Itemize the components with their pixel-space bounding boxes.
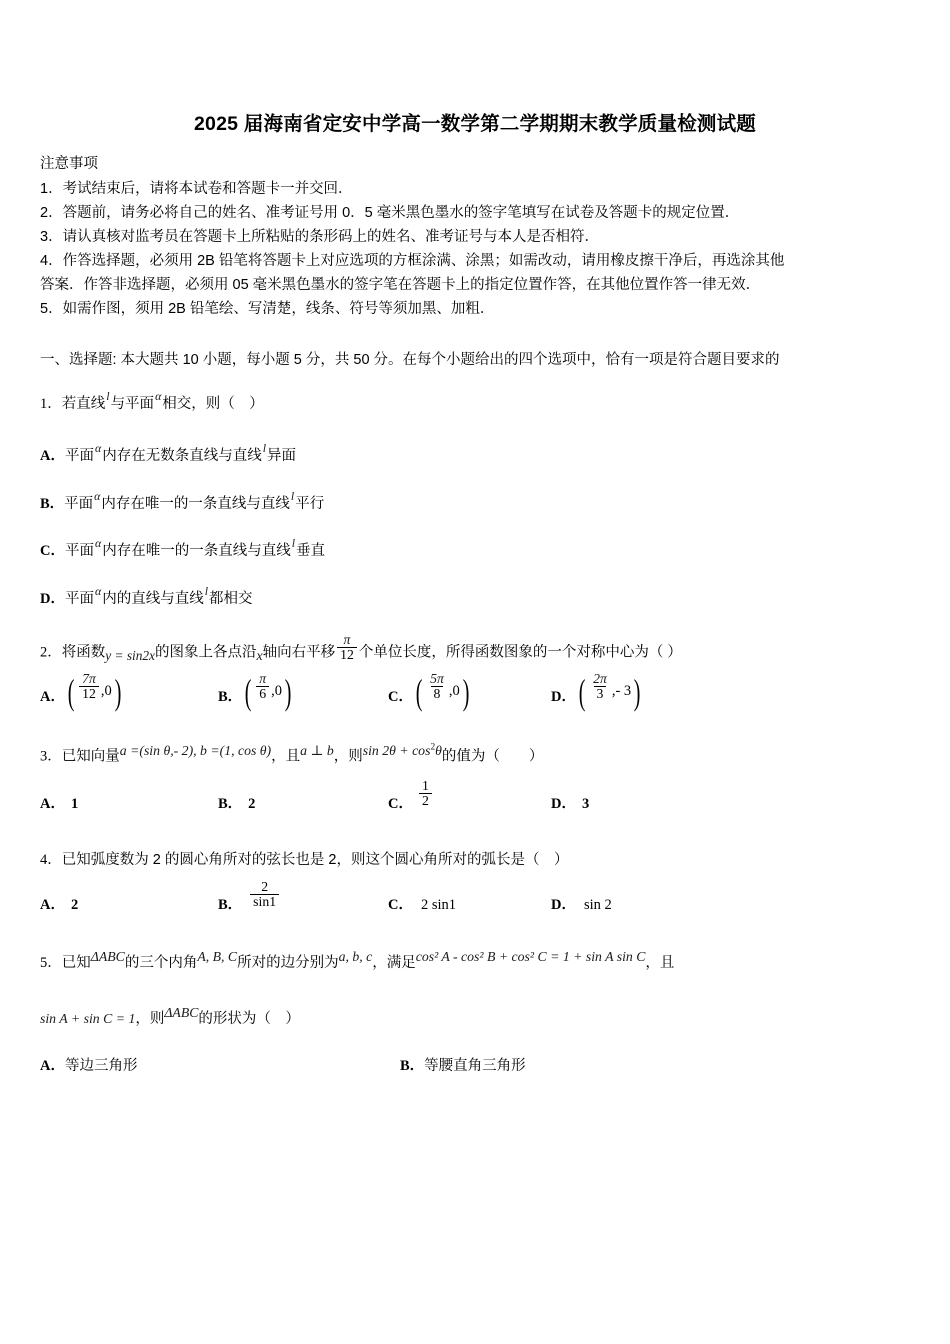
option-label: A． [40, 447, 65, 464]
math-var-l: l [106, 389, 110, 403]
option-value: 2 [70, 897, 79, 914]
math-expr-vectors: a =(sin θ,- 2), b =(1, cos θ) [119, 743, 272, 759]
math-sides: a, b, c [338, 949, 373, 965]
stem-text: 的值为（ ） [441, 748, 544, 765]
math-fraction-shift [337, 633, 357, 662]
stem-text: 的图象上各点沿 [154, 644, 257, 661]
option-b[interactable] [218, 878, 388, 914]
option-text: 内存在唯一的一条直线与直线 [101, 495, 290, 512]
stem-text: 的形状为（ ） [198, 1011, 300, 1028]
option-d[interactable] [40, 586, 912, 608]
option-text: 都相交 [209, 591, 253, 608]
option-label: C． [40, 543, 65, 560]
option-label: B． [400, 1058, 425, 1075]
question-2-stem [40, 632, 912, 667]
option-text: 内存在唯一的一条直线与直线 [102, 543, 291, 560]
option-b[interactable] [218, 671, 388, 712]
option-b[interactable] [40, 488, 912, 513]
option-value: 1 [70, 796, 79, 813]
option-value: 3 [581, 796, 590, 813]
math-var-alpha: α [94, 440, 102, 455]
option-label: A． [40, 689, 65, 706]
fraction-numerator: π [259, 671, 267, 687]
stem-text: 轴向右平移 [262, 644, 336, 661]
option-label: A． [40, 1058, 65, 1075]
question-3-stem [40, 740, 912, 770]
option-a[interactable] [40, 671, 218, 712]
notice-line: 答案．作答非选择题，必须用 05 毫米黑色墨水的签字笔在答题卡上的指定位置作答，在其他位置作答一律无效． [40, 277, 761, 293]
math-expr-part: sin 2θ + cos [362, 743, 431, 759]
fraction-denominator: 8 [431, 686, 444, 701]
option-label: D． [551, 689, 576, 706]
stem-text: 若直线 [61, 395, 106, 412]
pair-second-value: - 3 [615, 683, 632, 700]
stem-text: 已知弧度数为 2 的圆心角所对的弦长也是 2，则这个圆心角所对的弧长是（ ） [61, 852, 569, 869]
option-d[interactable] [551, 671, 711, 712]
math-expr-part: θ [435, 743, 442, 759]
pair-second-value: 0 [452, 683, 460, 700]
question-number: 4． [40, 852, 62, 869]
stem-text: 所对的边分别为 [237, 955, 339, 972]
option-value: 等边三角形 [64, 1058, 138, 1075]
question-1-options [40, 440, 912, 608]
math-condition-2: sin A + sin C = 1 [40, 1011, 136, 1027]
option-text: 平行 [295, 495, 325, 512]
option-text: 内的直线与直线 [102, 591, 204, 608]
question-number: 5． [40, 955, 62, 972]
question-3-options [40, 777, 912, 813]
notice-line: 2．答题前，请务必将自己的姓名、准考证号用 0．5 毫米黑色墨水的签字笔填写在试卷及答题卡的规定位置． [40, 205, 740, 221]
ordered-pair: ( $\frac{2\pi}{3}$ , - 3 ) [578, 671, 641, 712]
fraction-numerator: 5π [430, 671, 444, 687]
option-d[interactable] [551, 792, 711, 813]
math-angles: A, B, C [197, 949, 238, 965]
option-label: C． [388, 689, 413, 706]
option-text: 平面 [64, 543, 94, 560]
fraction-denominator: 6 [256, 686, 269, 701]
math-var-l: l [291, 536, 296, 551]
option-label: C． [388, 897, 413, 914]
fraction-numerator: 2 [261, 878, 269, 894]
option-text: 平面 [64, 591, 94, 608]
question-number: 2． [40, 644, 62, 661]
stem-text: ，且 [271, 748, 301, 765]
question-number: 3． [40, 748, 62, 765]
stem-text: ，满足 [372, 955, 416, 972]
stem-text: 将函数 [61, 644, 106, 661]
math-fraction [419, 779, 432, 808]
math-expr-perpendicular: a ⊥ b [300, 743, 334, 759]
ordered-pair: ( $\frac{\pi}{6}$ , 0 ) [244, 671, 292, 712]
option-a[interactable] [40, 440, 912, 465]
option-label: D． [40, 591, 65, 608]
notice-line: 4．作答选择题，必须用 2B 铅笔将答题卡上对应选项的方框涂满、涂黑；如需改动，请用橡皮擦干净后，再选涂其他 [40, 253, 785, 269]
option-text: 垂直 [296, 543, 326, 560]
notice-line: 1．考试结束后，请将本试卷和答题卡一并交回． [40, 181, 353, 197]
option-label: D． [551, 897, 576, 914]
math-var-alpha: α [155, 389, 162, 403]
stem-text: 的三个内角 [124, 955, 198, 972]
section-heading: 一、选择题: 本大题共 10 小题，每小题 5 分，共 50 分。在每个小题给出的四个选项中，恰有一项是符合题目要求的 [40, 352, 780, 368]
option-text: 异面 [267, 447, 297, 464]
option-label: B． [40, 495, 65, 512]
option-label: B． [218, 796, 243, 813]
option-label: B． [218, 689, 243, 706]
option-a[interactable] [40, 893, 218, 914]
option-b[interactable] [218, 792, 388, 813]
notice-line: 5．如需作图，须用 2B 铅笔绘、写清楚，线条、符号等须加黑、加粗． [40, 301, 495, 317]
option-a[interactable] [40, 1054, 400, 1075]
math-expr-function: y = sin2x [105, 647, 155, 663]
question-4-stem [40, 847, 912, 873]
document-body [40, 152, 912, 1075]
stem-text: 相交，则（ ） [162, 395, 264, 412]
stem-text: 个单位长度，所得函数图象的一个对称中心为（ ） [358, 644, 682, 661]
question-5-stem-line1 [40, 950, 912, 976]
option-c[interactable] [40, 538, 912, 560]
fraction-numerator: 7π [82, 671, 96, 687]
fraction-denominator: sin1 [250, 894, 279, 909]
option-c[interactable] [388, 893, 551, 914]
math-var-alpha: α [94, 584, 102, 599]
option-label: A． [40, 796, 65, 813]
option-c[interactable] [388, 671, 551, 712]
math-var-l: l [290, 488, 295, 503]
option-text: 平面 [64, 495, 94, 512]
question-2-options [40, 671, 912, 712]
math-triangle-abc: ΔABC [164, 1005, 199, 1021]
math-var-l: l [204, 584, 209, 599]
question-5-options [40, 1054, 912, 1075]
stem-text: ，则 [135, 1011, 165, 1028]
math-triangle-abc: ΔABC [90, 949, 125, 965]
fraction-denominator: 2 [419, 793, 432, 808]
stem-text: 与平面 [110, 395, 155, 412]
stem-text: 已知向量 [61, 748, 120, 765]
option-value: 等腰直角三角形 [424, 1058, 526, 1075]
fraction-denominator: 12 [79, 686, 99, 701]
option-label: C． [388, 796, 413, 813]
pair-second-value: 0 [274, 683, 283, 700]
math-condition-1: cos² A - cos² B + cos² C = 1 + sin A sin C [415, 949, 646, 965]
stem-text: 已知 [61, 955, 91, 972]
math-var-alpha: α [94, 536, 102, 551]
math-expr-target [363, 743, 442, 758]
option-text: 平面 [64, 447, 94, 464]
stem-text: ，且 [645, 955, 675, 972]
option-c[interactable] [388, 777, 551, 813]
option-value: 2 [248, 796, 256, 813]
math-var-alpha: α [94, 488, 101, 503]
math-var-l: l [262, 440, 267, 455]
math-var-x: x [256, 647, 263, 663]
pair-second-value: 0 [104, 683, 112, 700]
question-4-options [40, 878, 912, 914]
ordered-pair: ( $\frac{7\pi}{12}$ , 0 ) [67, 671, 122, 712]
option-value: sin 2 [583, 897, 612, 914]
question-5-stem-line2 [40, 1006, 912, 1032]
question-number: 1． [40, 395, 62, 412]
notice-line: 3．请认真核对监考员在答题卡上所粘贴的条形码上的姓名、准考证号与本人是否相符． [40, 229, 600, 245]
fraction-numerator: 1 [421, 777, 429, 793]
option-b[interactable] [400, 1054, 526, 1075]
math-exponent: 2 [430, 742, 436, 753]
option-label: A． [40, 897, 65, 914]
option-value: 2 sin1 [420, 897, 457, 914]
question-1-stem [40, 385, 912, 417]
fraction-denominator: 3 [594, 686, 607, 701]
option-text: 内存在无数条直线与直线 [102, 447, 262, 464]
option-a[interactable] [40, 792, 218, 813]
option-d[interactable] [551, 893, 711, 914]
page-title: 2025 届海南省定安中学高一数学第二学期期末教学质量检测试题 [194, 113, 756, 135]
fraction-numerator: π [343, 632, 351, 648]
math-fraction [250, 880, 279, 909]
notice-heading: 注意事项 [40, 156, 98, 172]
fraction-denominator: 12 [337, 647, 357, 662]
ordered-pair: ( $\frac{5\pi}{8}$ , 0 ) [415, 671, 470, 712]
fraction-numerator: 2π [593, 671, 607, 687]
stem-text: ，则 [333, 748, 363, 765]
option-label: B． [218, 897, 243, 914]
option-label: D． [551, 796, 576, 813]
